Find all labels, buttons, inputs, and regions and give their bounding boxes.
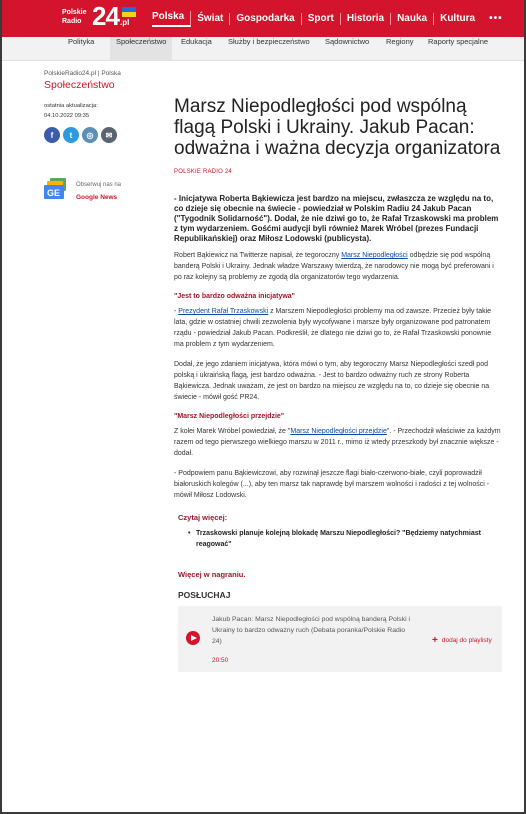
link-marsz-niepodleglosci[interactable]: Marsz Niepodległości <box>341 252 408 259</box>
plus-icon: + <box>432 635 438 646</box>
subnav-item-edukacja[interactable]: Edukacja <box>181 37 212 46</box>
article-source: POLSKIE RADIO 24 <box>174 169 232 175</box>
site-logo[interactable] <box>62 1 140 34</box>
article-lead: - Inicjatywa Roberta Bąkiewicza jest bardzo na miejscu, zwłaszcza ze względu na to, co dzieje się obecnie na świecie - powiedział w Polskim Radiu 24 Jakub Pacan ("Tygodnik Solidarność"). Dodał, że nie dziwi go to, że Rafał Trzaskowski ma problem z tym wydarzeniem. Gośćmi audycji byli również Marek Wróbel (prezes Fundacji Republikańskiej) oraz Miłosz Lodowski (publicysta). <box>174 194 499 243</box>
add-to-playlist-label: dodaj do playlisty <box>441 637 492 644</box>
article-paragraph: Z kolei Marek Wróbel powiedział, że "Marsz Niepodległości przejdzie". - Przechodził właściwie za każdym razem od tego pierwszego wielkiego marszu w 2011 r., mimo iż wtedy przeszkody był znacznie większe - dodał. <box>174 428 501 457</box>
add-to-playlist-button[interactable] <box>432 634 492 645</box>
article-sidebar <box>44 70 164 201</box>
article-paragraph: Dodał, że jego zdaniem inicjatywa, która mówi o tym, aby tegoroczny Marsz Niepodległości szedł pod polską i ukraińską flagą, jest bardzo odważna. - Jest to bardzo odważny ruch ze strony Roberta Bąkiewicza. Jednak uważam, że jest on bardzo na miejscu ze względu na to, co dzieje się obecnie na świecie - mówił gość PR24. <box>174 361 490 401</box>
subnav-item-regiony[interactable]: Regiony <box>386 37 414 46</box>
google-news-icon <box>44 178 68 200</box>
nav-item-gospodarka[interactable]: Gospodarka <box>230 13 301 25</box>
breadcrumb[interactable]: PolskieRadio24.pl | Polska <box>44 70 121 77</box>
article-subheading: "Marsz Niepodległości przejdzie" <box>174 413 285 420</box>
subnav-item-polityka[interactable]: Polityka <box>68 37 95 46</box>
subnav-item-spoleczenstwo[interactable]: Społeczeństwo <box>110 37 172 61</box>
play-icon[interactable] <box>186 631 200 645</box>
article <box>174 96 502 672</box>
facebook-icon[interactable]: f <box>44 127 60 143</box>
subnav-item-sadownictwo[interactable]: Sądownictwo <box>325 37 370 46</box>
audio-player <box>178 606 502 672</box>
listen-heading: POSŁUCHAJ <box>178 590 231 600</box>
svg-text:GE: GE <box>47 188 61 198</box>
article-paragraph: - Prezydent Rafał Trzaskowski z Marszem Niepodległości problemy ma od zawsze. Przecież były takie lata, gdzie w ostatniej chwili zezwolenia były wycofywane i marsze były organizowane pod patronatem rządu - powiedział Jakub Pacan. Podkreślił, że dlatego nie dziwi go to, że Rafał Trzaskowski ponownie ma problem z tym wydarzeniem. <box>174 308 492 348</box>
messenger-icon[interactable]: ◎ <box>82 127 98 143</box>
subnav-item-raporty[interactable]: Raporty specjalne <box>428 37 489 46</box>
nav-item-historia[interactable]: Historia <box>341 13 391 25</box>
updated-date: 04.10.2022 09:35 <box>44 113 90 119</box>
more-menu-icon[interactable]: ••• <box>489 13 503 24</box>
share-buttons <box>44 127 164 143</box>
nav-item-nauka[interactable]: Nauka <box>391 13 434 25</box>
nav-item-kultura[interactable]: Kultura <box>440 12 476 24</box>
link-marsz-przejdzie[interactable]: Marsz Niepodległości przejdzie <box>290 428 387 435</box>
logo-suffix: .pl <box>120 18 130 27</box>
related-article-link[interactable]: • Trzaskowski planuje kolejną blokadę Marszu Niepodległości? "Będziemy natychmiast reagować" <box>188 528 502 550</box>
subnav-item-sluzby[interactable]: Służby i bezpieczeństwo <box>228 37 310 46</box>
updated-label: ostatnia aktualizacja: <box>44 103 98 109</box>
article-paragraph: - Podpowiem panu Bąkiewiczowi, aby rozwinął jeszcze flagi biało-czerwono-białe, czyli poprowadził białoruskich kolegów (...), aby ten marsz tak naprawdę był marszem wolności i radości z tej wolności - mówił Miłosz Lodowski. <box>174 470 490 499</box>
email-icon[interactable]: ✉ <box>101 127 117 143</box>
ukraine-flag-icon <box>122 7 136 17</box>
article-title: Marsz Niepodległości pod wspólną flagą Polski i Ukrainy. Jakub Pacan: odważna i ważna decyzja organizatora <box>174 96 501 159</box>
logo-number: 24 <box>92 1 119 31</box>
article-subheading: "Jest to bardzo odważna inicjatywa" <box>174 293 295 300</box>
nav-item-sport[interactable]: Sport <box>302 13 341 25</box>
section-title[interactable]: Społeczeństwo <box>44 79 115 91</box>
logo-line1: Polskie <box>62 9 87 16</box>
google-news-name: Google News <box>76 194 118 201</box>
more-in-recording: Więcej w nagraniu. <box>178 570 246 579</box>
logo-line2: Radio <box>62 18 82 25</box>
nav-item-swiat[interactable]: Świat <box>191 13 230 25</box>
twitter-icon[interactable]: t <box>63 127 79 143</box>
link-prezydent-trzaskowski[interactable]: Prezydent Rafał Trzaskowski <box>178 308 269 315</box>
read-more-label: Czytaj więcej: <box>178 513 228 522</box>
sub-nav <box>2 37 524 61</box>
audio-duration: 20:50 <box>212 657 229 664</box>
article-paragraph: Robert Bąkiewicz na Twitterze napisał, że tegoroczny Marsz Niepodległości odbędzie się pod wspólną banderą Polski i Ukrainy. Jednak władze Warszawy twierdzą, że narodowcy nie mogą być preferowani i po raz kolejny są problemy ze zgodą dla organizatorów tego wydarzenia. <box>174 252 494 281</box>
main-nav <box>152 0 503 37</box>
top-bar <box>2 0 524 37</box>
nav-item-polska[interactable]: Polska <box>152 11 191 27</box>
audio-title[interactable]: Jakub Pacan: Marsz Niepodległości pod wspólną banderą Polski i Ukrainy to bardzo odważny ruch (Debata poranka/Polskie Radio 24) <box>212 616 410 645</box>
google-news-link[interactable] <box>44 178 164 204</box>
google-news-observe: Obserwuj nas na <box>76 182 122 188</box>
